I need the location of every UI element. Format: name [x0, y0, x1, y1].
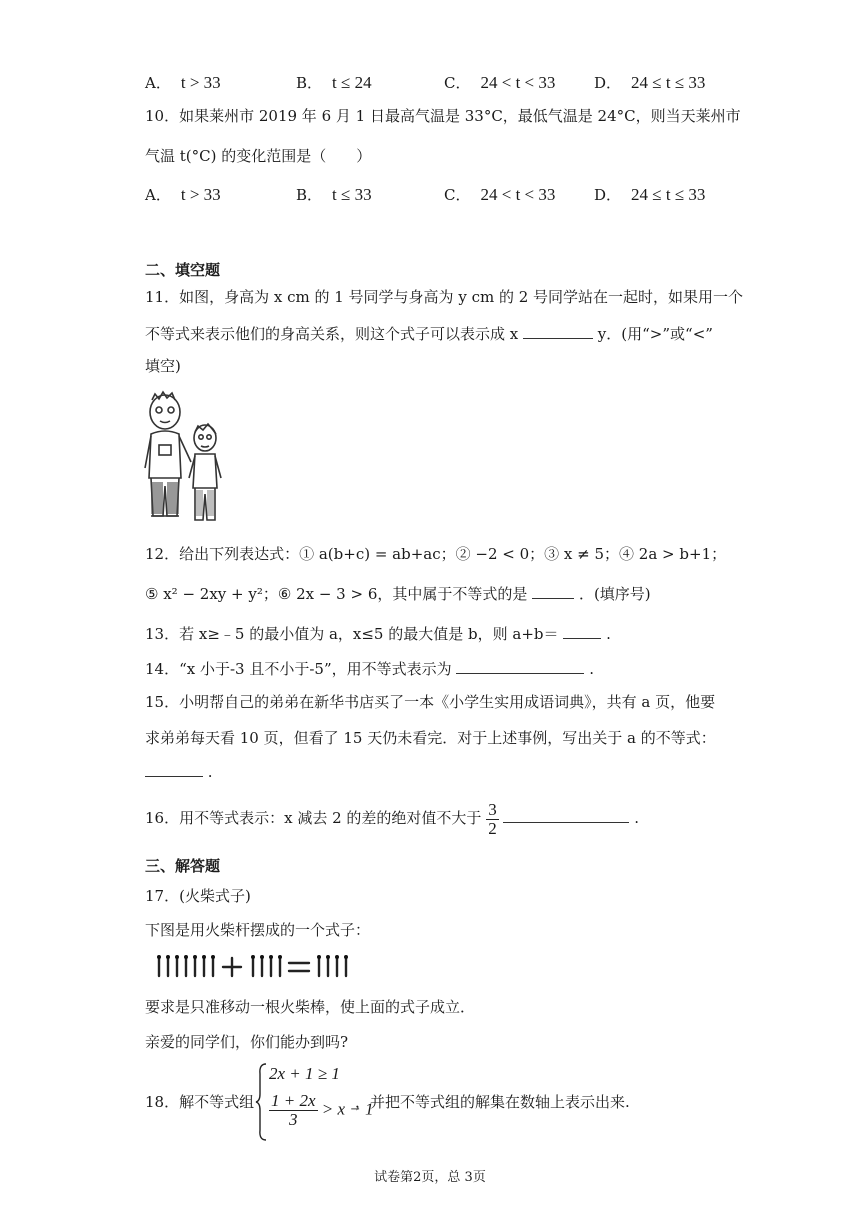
option-expr: t ≤ 24 — [332, 73, 372, 92]
option-label: C． — [444, 74, 471, 92]
q13-line — [145, 624, 611, 644]
q16-line — [145, 796, 639, 840]
q17-line3: 要求是只准移动一根火柴棒，使上面的式子成立． — [145, 998, 476, 1016]
option-label: D． — [594, 186, 622, 204]
q14-tail: . — [589, 660, 594, 678]
q16-fraction — [486, 801, 499, 838]
q12-answer-blank[interactable] — [532, 584, 574, 599]
q11-line2 — [145, 324, 713, 344]
q10-option-c[interactable] — [444, 185, 555, 205]
q12-line2 — [145, 584, 651, 604]
q18-suffix: ，并把不等式组的解集在数轴上表示出来. — [355, 1093, 630, 1111]
option-expr: 24 ≤ t ≤ 33 — [631, 73, 706, 92]
q10-option-a[interactable] — [145, 185, 221, 205]
section-title-solve: 三、解答题 — [145, 857, 221, 875]
q14-text: 14．“x 小于-3 且不小于-5”，用不等式表示为 — [145, 660, 452, 678]
q18-eq2-rest: > x − 1 — [321, 1099, 374, 1119]
q10-line1: 10．如果莱州市 2019 年 6 月 1 日最高气温是 33°C，最低气温是 24°C，则当天莱州市 — [145, 107, 741, 125]
q15-answer-blank[interactable] — [145, 762, 203, 777]
q14-answer-blank[interactable] — [456, 659, 584, 674]
q18-eq2-fraction — [269, 1092, 318, 1129]
q17-line1: 17．(火柴式子) — [145, 887, 251, 905]
q11-line2-tail: y．(用“>”或“<” — [597, 325, 713, 343]
q16-answer-blank[interactable] — [503, 808, 629, 823]
q11-line2-text: 不等式来表示他们的身高关系，则这个式子可以表示成 x — [145, 325, 519, 343]
q15-tail: . — [207, 763, 213, 781]
option-expr: 24 < t < 33 — [480, 185, 556, 204]
q13-text: 13．若 x≥﹣5 的最小值为 a，x≤5 的最大值是 b，则 a+b＝ — [145, 625, 559, 643]
matchstick-equation-figure — [155, 952, 360, 980]
option-label: B． — [296, 186, 323, 204]
q9-option-d[interactable] — [594, 73, 705, 93]
option-label: D． — [594, 74, 622, 92]
q17-line2: 下图是用火柴杆摆成的一个式子： — [145, 921, 371, 939]
q18-prefix: 18．解不等式组 — [145, 1093, 255, 1111]
fraction-numerator: 1 + 2x — [271, 1091, 316, 1110]
left-brace-icon — [255, 1062, 267, 1142]
option-label: B． — [296, 74, 323, 92]
page-footer: 试卷第2页，总 3页 — [374, 1170, 486, 1185]
q13-tail: . — [606, 625, 611, 643]
q12-line1: 12．给出下列表达式：① a(b+c) = ab+ac；② −2 < 0；③ x ≠ 5；④ 2a > b+1； — [145, 545, 727, 563]
q10-option-d[interactable] — [594, 185, 705, 205]
fraction-denominator: 2 — [488, 818, 497, 838]
fraction-denominator: 3 — [289, 1110, 298, 1129]
q11-line3: 填空) — [145, 357, 181, 375]
option-expr: t ≤ 33 — [332, 185, 372, 204]
q16-tail: . — [634, 809, 640, 827]
q15-line2: 求弟弟每天看 10 页，但看了 15 天仍未看完．对于上述事例，写出关于 a 的不等式： — [145, 729, 716, 747]
q17-line4: 亲爱的同学们，你们能办到吗? — [145, 1033, 349, 1051]
fraction-numerator: 3 — [488, 799, 497, 819]
q10-line2: 气温 t(°C) 的变化范围是（ ） — [145, 147, 372, 165]
q12-line2-text: ⑤ x² − 2xy + y²；⑥ 2x − 3 > 6，其中属于不等式的是 — [145, 585, 528, 603]
q9-option-b[interactable] — [296, 73, 372, 93]
q16-text: 16．用不等式表示：x 减去 2 的差的绝对值不大于 — [145, 809, 482, 827]
option-label: C． — [444, 186, 471, 204]
option-expr: 24 ≤ t ≤ 33 — [631, 185, 706, 204]
q11-line1: 11．如图，身高为 x cm 的 1 号同学与身高为 y cm 的 2 号同学站在一起时，如果用一个 — [145, 288, 744, 306]
section-title-fill-in: 二、填空题 — [145, 261, 221, 279]
option-expr: 24 < t < 33 — [480, 73, 556, 92]
q15-line1: 15．小明帮自己的弟弟在新华书店买了一本《小学生实用成语词典》，共有 a 页，他要 — [145, 693, 716, 711]
q14-line — [145, 659, 594, 679]
q9-option-a[interactable] — [145, 73, 221, 93]
q13-answer-blank[interactable] — [563, 624, 601, 639]
q12-line2-tail: ．(填序号) — [578, 585, 651, 603]
q9-option-c[interactable] — [444, 73, 555, 93]
q11-answer-blank[interactable] — [523, 324, 593, 339]
q18-eq1: 2x + 1 ≥ 1 — [269, 1064, 340, 1083]
option-label: A． — [145, 74, 171, 92]
q15-line3 — [145, 762, 213, 782]
option-expr: t > 33 — [180, 185, 221, 204]
option-label: A． — [145, 186, 171, 204]
q10-option-b[interactable] — [296, 185, 372, 205]
option-expr: t > 33 — [180, 73, 221, 92]
students-height-figure — [143, 390, 243, 528]
